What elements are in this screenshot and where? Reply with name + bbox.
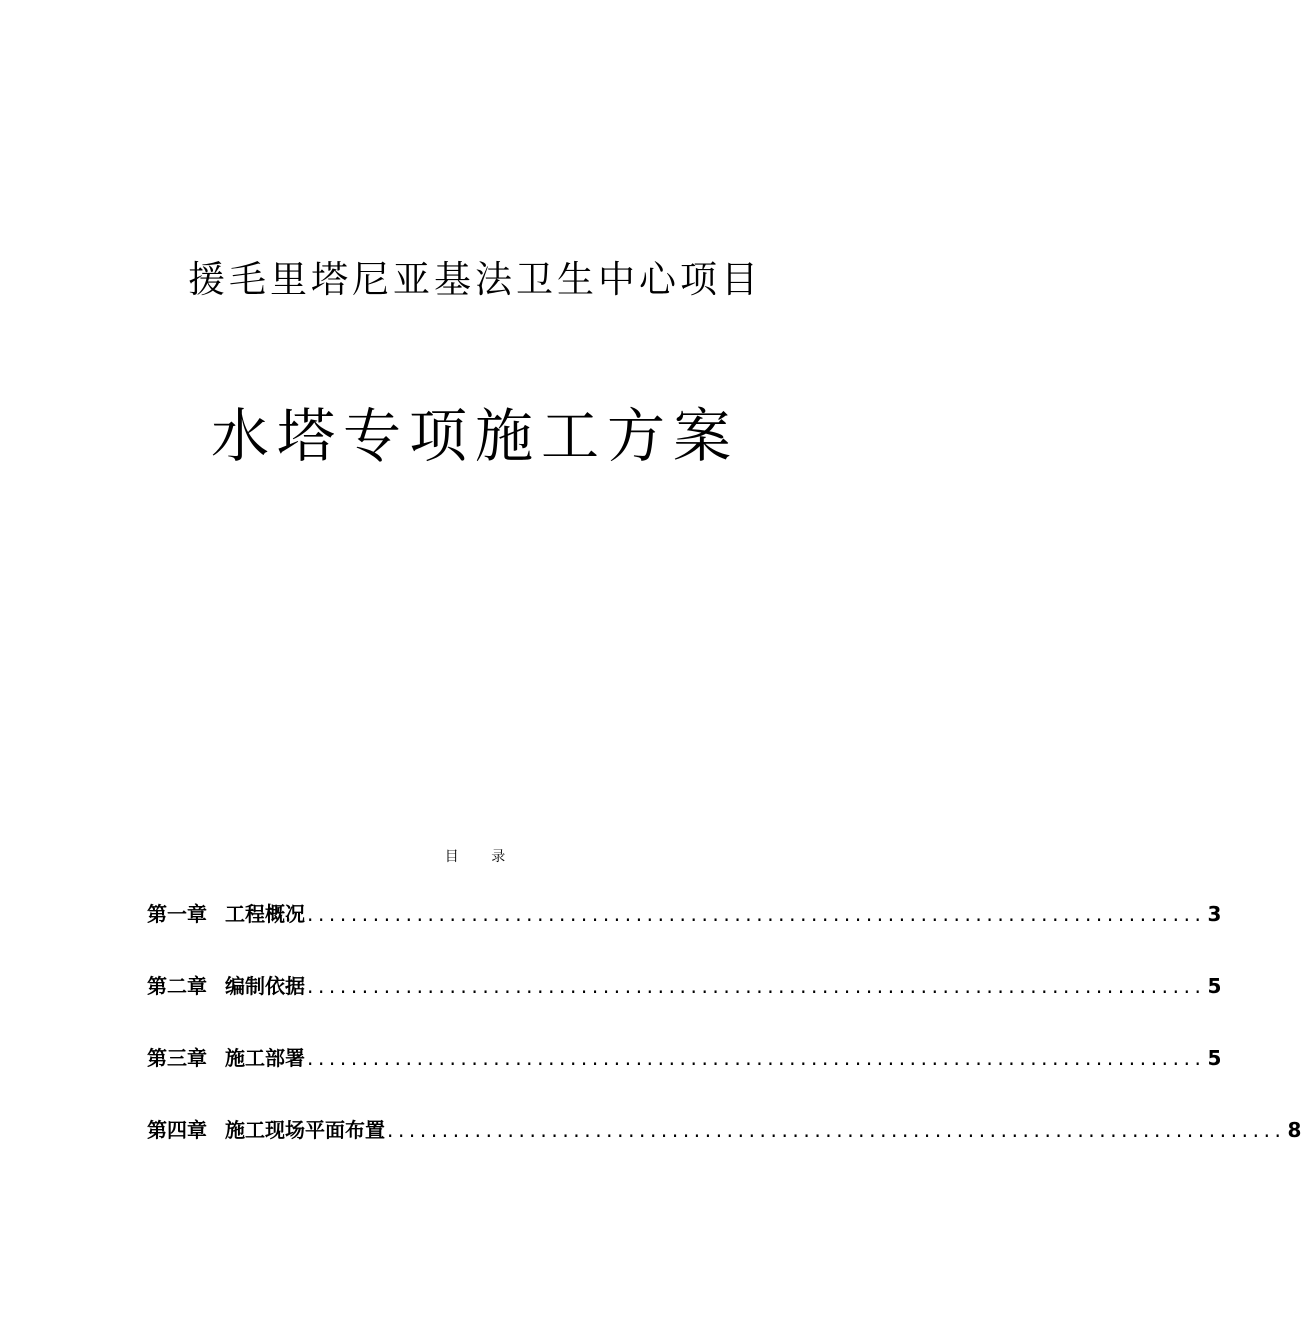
toc-entry-chapter: 第二章 (147, 974, 207, 998)
toc-entry-page: 5 (1207, 1046, 1222, 1070)
toc-entry-chapter: 第一章 (147, 902, 207, 926)
toc-entry-page: 3 (1207, 902, 1222, 926)
toc-entry[interactable] (147, 1112, 1301, 1148)
toc-entry-title: 编制依据 (225, 974, 305, 998)
toc-dot-leader: .................................................................................. (307, 1046, 1206, 1070)
toc-entry[interactable] (147, 1040, 1222, 1076)
toc-entry-chapter: 第四章 (147, 1118, 207, 1142)
toc-dot-leader: .................................................................................. (307, 902, 1206, 926)
toc-entry[interactable] (147, 968, 1222, 1004)
project-title: 援毛里塔尼亚基法卫生中心项目 (188, 258, 762, 301)
document-title: 水塔专项施工方案 (210, 402, 739, 470)
toc-heading: 目 录 (444, 849, 520, 865)
toc-entry-title: 施工现场平面布置 (225, 1118, 385, 1142)
toc-entry[interactable] (147, 896, 1222, 932)
toc-dot-leader: .................................................................................. (307, 974, 1206, 998)
table-of-contents (147, 896, 1301, 1184)
toc-entry-title: 工程概况 (225, 902, 305, 926)
toc-dot-leader: .................................................................................. (387, 1118, 1286, 1142)
toc-entry-page: 8 (1287, 1118, 1301, 1142)
toc-entry-title: 施工部署 (225, 1046, 305, 1070)
toc-entry-page: 5 (1207, 974, 1222, 998)
toc-entry-chapter: 第三章 (147, 1046, 207, 1070)
